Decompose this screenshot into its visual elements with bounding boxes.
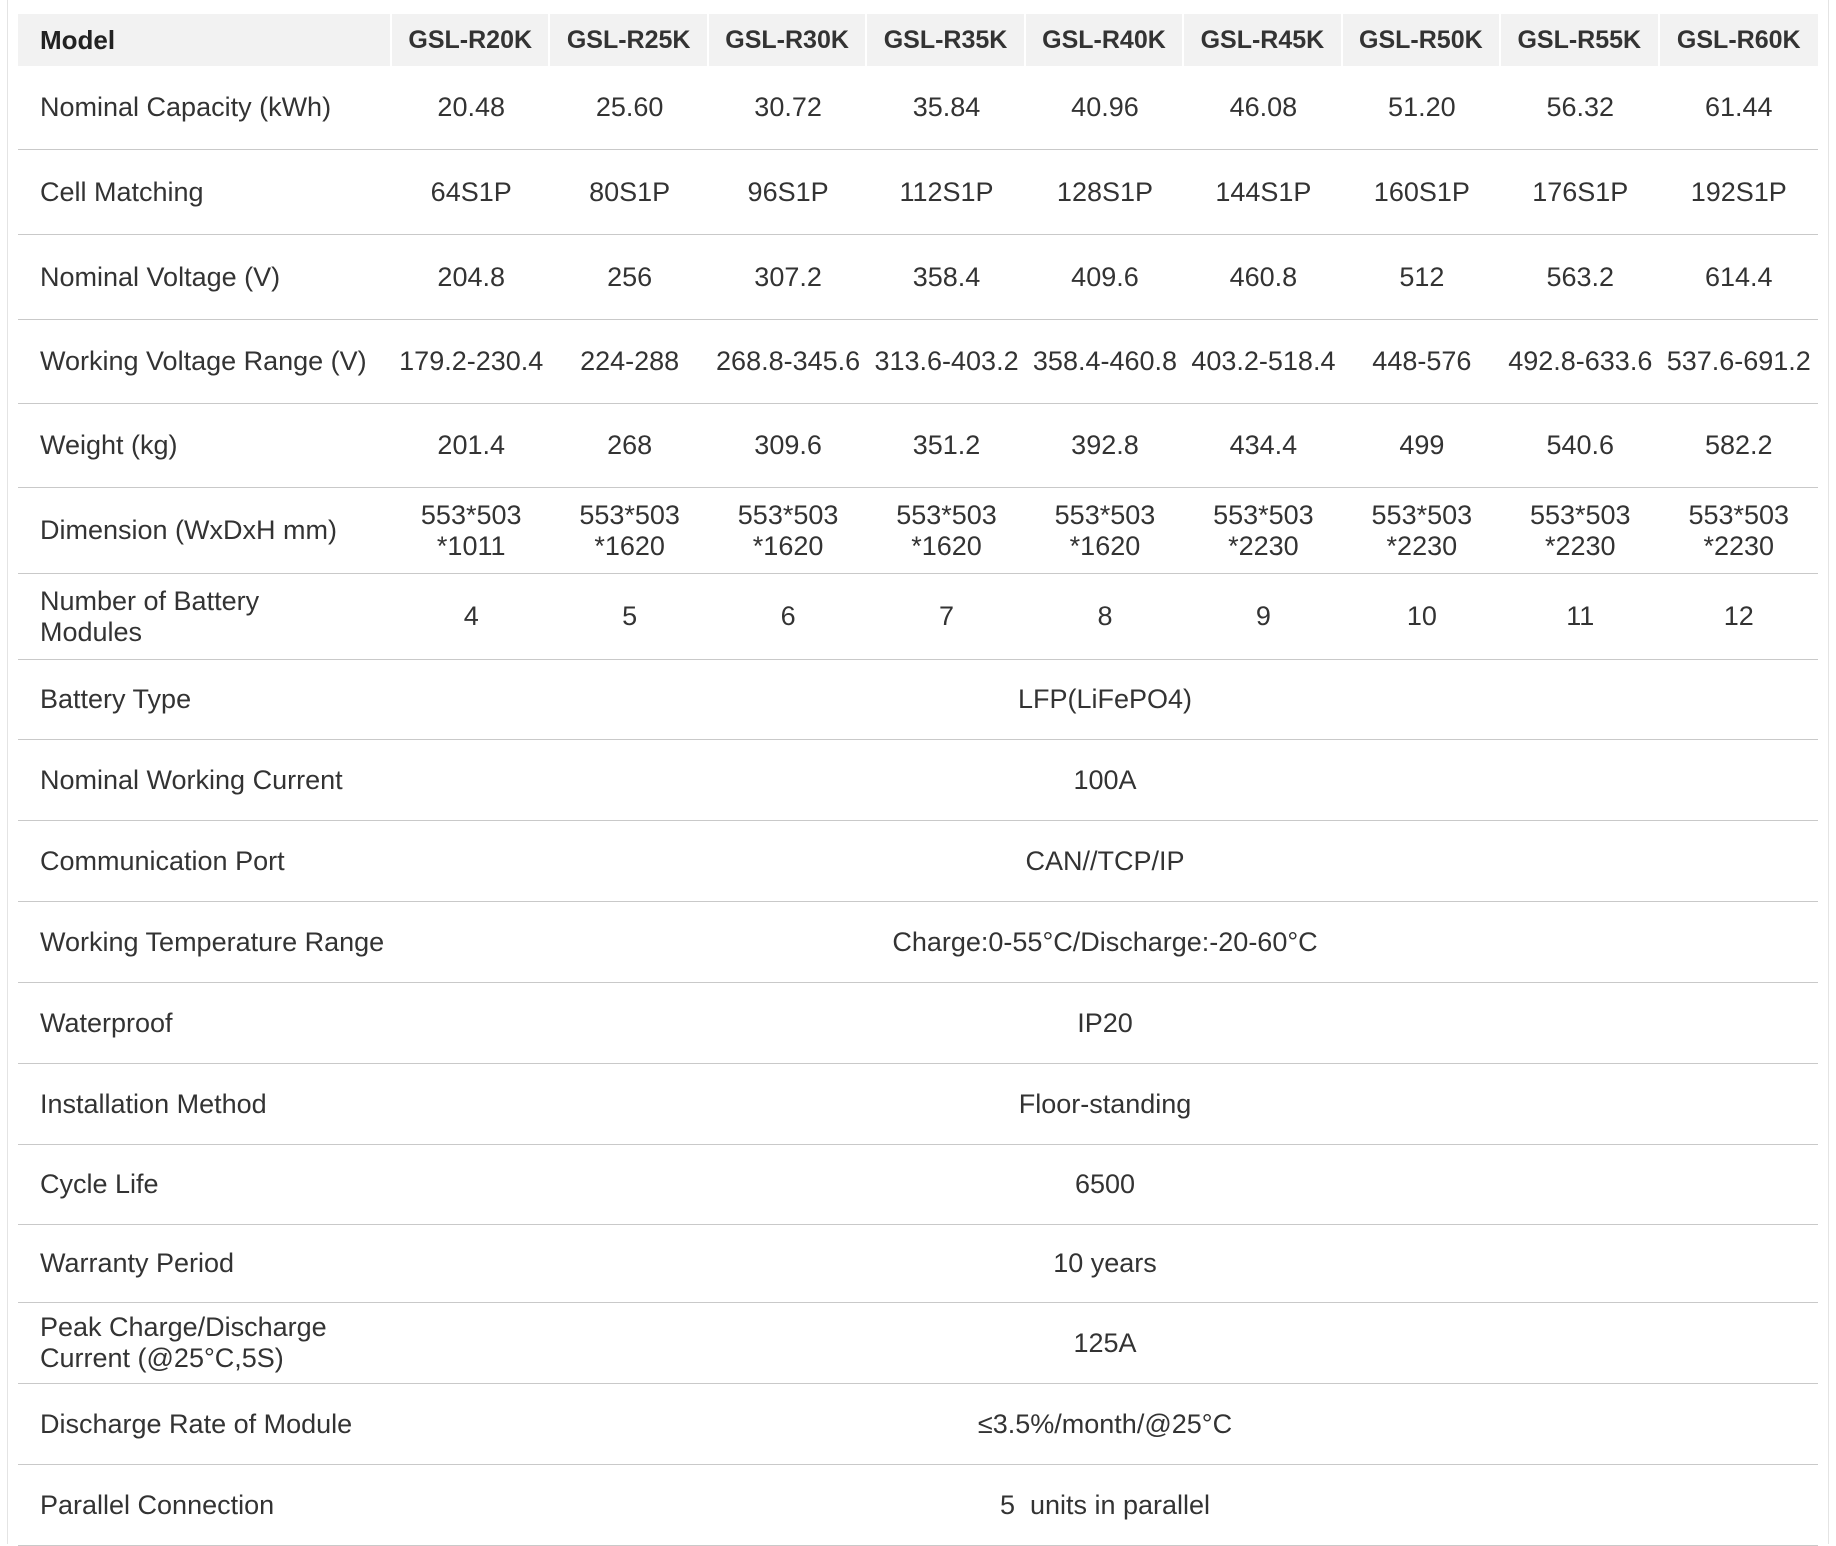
model-header-cell: GSL-R30K (709, 14, 867, 66)
table-cell: 51.20 (1343, 66, 1501, 150)
dimension-line: 553*503 (1054, 499, 1156, 530)
table-cell (1184, 488, 1342, 574)
table-cell (392, 488, 550, 574)
model-header-cell: GSL-R40K (1026, 14, 1184, 66)
table-cell: 179.2-230.4 (392, 320, 550, 404)
table-cell: 112S1P (867, 150, 1025, 235)
model-header-cell: GSL-R45K (1184, 14, 1342, 66)
table-cell: 9 (1184, 574, 1342, 660)
row-installation-method (18, 1064, 1818, 1145)
table-cell: 7 (867, 574, 1025, 660)
row-label: Waterproof (18, 983, 392, 1064)
row-label: Parallel Connection (18, 1465, 392, 1546)
table-cell: 540.6 (1501, 404, 1659, 488)
dimension-line: *2230 (1544, 530, 1616, 561)
table-cell: 537.6-691.2 (1660, 320, 1819, 404)
header-label: Model (18, 14, 392, 66)
shared-value-cell: 100A (392, 740, 1818, 821)
header-row (18, 14, 1818, 66)
model-header-cell: GSL-R35K (867, 14, 1025, 66)
table-cell: 96S1P (709, 150, 867, 235)
row-waterproof (18, 983, 1818, 1064)
model-header-cell: GSL-R25K (550, 14, 708, 66)
table-cell: 492.8-633.6 (1501, 320, 1659, 404)
shared-value-cell: IP20 (392, 983, 1818, 1064)
row-label: Weight (kg) (18, 404, 392, 488)
table-cell: 512 (1343, 235, 1501, 320)
table-cell (1501, 488, 1659, 574)
table-cell (867, 488, 1025, 574)
row-battery-modules (18, 574, 1818, 660)
dimension-line: 553*503 (1529, 499, 1631, 530)
table-body (18, 66, 1818, 1546)
row-cell-matching (18, 150, 1818, 235)
row-nominal-working-current (18, 740, 1818, 821)
table-cell: 12 (1660, 574, 1819, 660)
table-cell: 192S1P (1660, 150, 1819, 235)
table-cell: 144S1P (1184, 150, 1342, 235)
table-cell: 434.4 (1184, 404, 1342, 488)
shared-value-cell: 10 years (392, 1225, 1818, 1303)
table-cell (1660, 488, 1819, 574)
row-label-line: Current (@25°C,5S) (40, 1343, 284, 1373)
model-header-cell: GSL-R50K (1343, 14, 1501, 66)
row-label-line: Number of Battery (40, 585, 260, 616)
table-cell: 403.2-518.4 (1184, 320, 1342, 404)
row-label-line: Modules (40, 616, 143, 647)
shared-value-cell: LFP(LiFePO4) (392, 660, 1818, 740)
table-cell: 80S1P (550, 150, 708, 235)
row-weight (18, 404, 1818, 488)
dimension-line: *2230 (1228, 530, 1299, 561)
table-cell: 392.8 (1026, 404, 1184, 488)
table-cell (550, 488, 708, 574)
table-cell: 409.6 (1026, 235, 1184, 320)
table-cell: 224-288 (550, 320, 708, 404)
table-cell: 176S1P (1501, 150, 1659, 235)
row-label: Discharge Rate of Module (18, 1384, 392, 1465)
table-cell: 201.4 (392, 404, 550, 488)
shared-value-cell: 6500 (392, 1145, 1818, 1225)
dimension-line: *2230 (1703, 530, 1775, 561)
model-header-cell: GSL-R20K (392, 14, 550, 66)
row-label: Nominal Capacity (kWh) (18, 66, 392, 150)
table-cell: 313.6-403.2 (867, 320, 1025, 404)
table-cell: 614.4 (1660, 235, 1819, 320)
table-cell: 268.8-345.6 (709, 320, 867, 404)
table-cell: 4 (392, 574, 550, 660)
table-cell: 8 (1026, 574, 1184, 660)
row-battery-type (18, 660, 1818, 740)
row-label: Battery Type (18, 660, 392, 740)
table-cell: 10 (1343, 574, 1501, 660)
dimension-line: *1620 (1069, 530, 1141, 561)
table-cell: 35.84 (867, 66, 1025, 150)
table-header (18, 14, 1818, 66)
table-cell: 358.4-460.8 (1026, 320, 1184, 404)
row-working-temperature-range (18, 902, 1818, 983)
dimension-line: *1620 (911, 530, 982, 561)
row-nominal-voltage (18, 235, 1818, 320)
row-discharge-rate (18, 1384, 1818, 1465)
table-cell: 204.8 (392, 235, 550, 320)
table-cell: 268 (550, 404, 708, 488)
shared-value-cell: 125A (392, 1303, 1818, 1384)
battery-spec-table (18, 14, 1818, 1546)
shared-value-cell: 5 units in parallel (392, 1465, 1818, 1546)
table-cell: 358.4 (867, 235, 1025, 320)
dimension-line: *1620 (594, 530, 665, 561)
row-dimension (18, 488, 1818, 574)
table-cell: 309.6 (709, 404, 867, 488)
row-label: Nominal Working Current (18, 740, 392, 821)
row-label-line: Peak Charge/Discharge (40, 1312, 327, 1342)
table-cell: 11 (1501, 574, 1659, 660)
table-cell: 40.96 (1026, 66, 1184, 150)
dimension-line: 553*503 (1688, 499, 1790, 530)
row-label: Dimension (WxDxH mm) (18, 488, 392, 574)
model-header-cell: GSL-R60K (1660, 14, 1819, 66)
dimension-line: *1620 (752, 530, 824, 561)
row-warranty-period (18, 1225, 1818, 1303)
shared-value-cell: Floor-standing (392, 1064, 1818, 1145)
shared-value-cell: CAN//TCP/IP (392, 821, 1818, 902)
row-parallel-connection (18, 1465, 1818, 1546)
row-label: Installation Method (18, 1064, 392, 1145)
table-cell: 307.2 (709, 235, 867, 320)
table-cell: 6 (709, 574, 867, 660)
table-cell: 56.32 (1501, 66, 1659, 150)
dimension-line: 553*503 (579, 499, 680, 530)
table-cell: 460.8 (1184, 235, 1342, 320)
row-label: Warranty Period (18, 1225, 392, 1303)
row-label: Cell Matching (18, 150, 392, 235)
table-cell: 64S1P (392, 150, 550, 235)
row-label (18, 1303, 392, 1384)
row-label (18, 574, 392, 660)
model-header-cell: GSL-R55K (1501, 14, 1659, 66)
table-cell: 351.2 (867, 404, 1025, 488)
table-cell: 563.2 (1501, 235, 1659, 320)
table-cell: 448-576 (1343, 320, 1501, 404)
row-peak-current (18, 1303, 1818, 1384)
dimension-line: 553*503 (896, 499, 997, 530)
dimension-line: *1011 (436, 530, 506, 561)
row-label: Communication Port (18, 821, 392, 902)
table-cell: 20.48 (392, 66, 550, 150)
table-cell: 61.44 (1660, 66, 1819, 150)
table-cell: 160S1P (1343, 150, 1501, 235)
row-nominal-capacity (18, 66, 1818, 150)
table-cell: 5 (550, 574, 708, 660)
table-cell (709, 488, 867, 574)
row-label: Working Voltage Range (V) (18, 320, 392, 404)
dimension-line: 553*503 (1371, 499, 1473, 530)
table-cell (1026, 488, 1184, 574)
table-cell: 25.60 (550, 66, 708, 150)
row-working-voltage-range (18, 320, 1818, 404)
row-label: Working Temperature Range (18, 902, 392, 983)
row-cycle-life (18, 1145, 1818, 1225)
row-label: Cycle Life (18, 1145, 392, 1225)
table-cell: 582.2 (1660, 404, 1819, 488)
table-cell: 30.72 (709, 66, 867, 150)
dimension-line: 553*503 (420, 499, 522, 530)
table-cell: 256 (550, 235, 708, 320)
table-cell: 499 (1343, 404, 1501, 488)
row-label: Nominal Voltage (V) (18, 235, 392, 320)
dimension-line: *2230 (1386, 530, 1458, 561)
dimension-line: 553*503 (1213, 499, 1314, 530)
table-cell: 46.08 (1184, 66, 1342, 150)
dimension-line: 553*503 (737, 499, 839, 530)
table-cell: 128S1P (1026, 150, 1184, 235)
shared-value-cell: Charge:0-55°C/Discharge:-20-60°C (392, 902, 1818, 983)
row-communication-port (18, 821, 1818, 902)
spec-page (7, 0, 1829, 1544)
shared-value-cell: ≤3.5%/month/@25°C (392, 1384, 1818, 1465)
table-cell (1343, 488, 1501, 574)
